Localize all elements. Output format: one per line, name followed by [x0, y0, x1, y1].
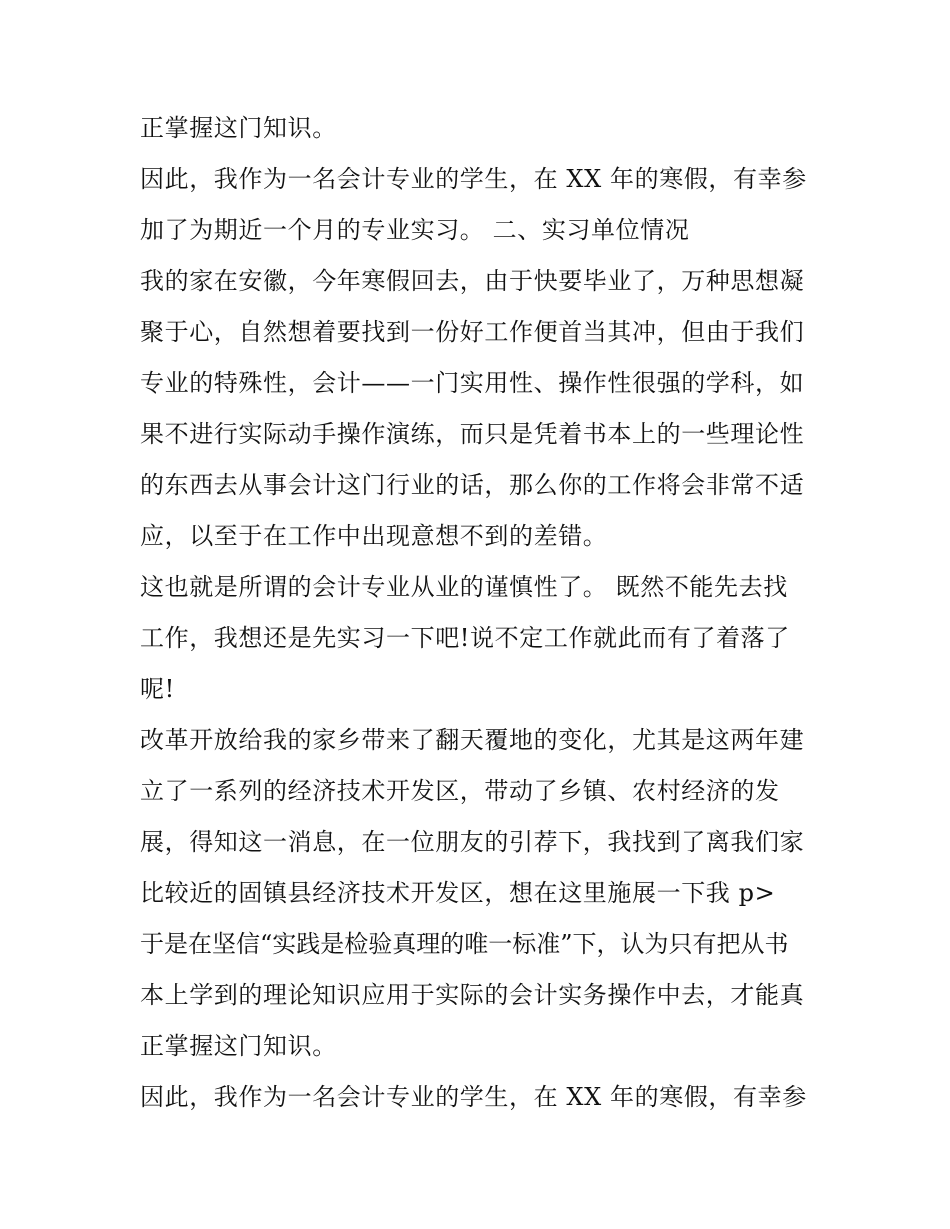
text-line: 正掌握这门知识。	[140, 1032, 337, 1060]
body-text	[140, 103, 820, 1123]
text-line: 果不进行实际动手操作演练，而只是凭着书本上的一些理论性	[140, 420, 805, 448]
text-line: 本上学到的理论知识应用于实际的会计实务操作中去，才能真	[140, 981, 805, 1009]
text-line: 正掌握这门知识。	[140, 114, 337, 142]
text-line: 应，以至于在工作中出现意想不到的差错。	[140, 522, 608, 550]
text-line: 的东西去从事会计这门行业的话，那么你的工作将会非常不适	[140, 471, 805, 499]
text-line: 立了一系列的经济技术开发区，带动了乡镇、农村经济的发	[140, 777, 780, 805]
text-line: 因此，我作为一名会计专业的学生，在 XX 年的寒假，有幸参	[140, 1083, 807, 1111]
text-line: 这也就是所谓的会计专业从业的谨慎性了。 既然不能先去找	[140, 573, 788, 601]
text-line: 聚于心，自然想着要找到一份好工作便首当其冲，但由于我们	[140, 318, 805, 346]
text-line: 专业的特殊性，会计——一门实用性、操作性很强的学科，如	[140, 369, 805, 397]
text-line: 改革开放给我的家乡带来了翻天覆地的变化，尤其是这两年建	[140, 726, 805, 754]
text-line: 工作，我想还是先实习一下吧!说不定工作就此而有了着落了	[140, 624, 790, 652]
text-line: 展，得知这一消息，在一位朋友的引荐下，我找到了离我们家	[140, 828, 805, 856]
text-line: 加了为期近一个月的专业实习。 二、实习单位情况	[140, 216, 690, 244]
text-line: 呢!	[140, 675, 175, 703]
text-line: 因此，我作为一名会计专业的学生，在 XX 年的寒假，有幸参	[140, 165, 807, 193]
text-line: 于是在坚信“实践是检验真理的唯一标准”下，认为只有把从书	[140, 930, 789, 958]
text-line: 我的家在安徽，今年寒假回去，由于快要毕业了，万种思想凝	[140, 267, 805, 295]
text-line: 比较近的固镇县经济技术开发区，想在这里施展一下我 p>	[140, 879, 776, 907]
